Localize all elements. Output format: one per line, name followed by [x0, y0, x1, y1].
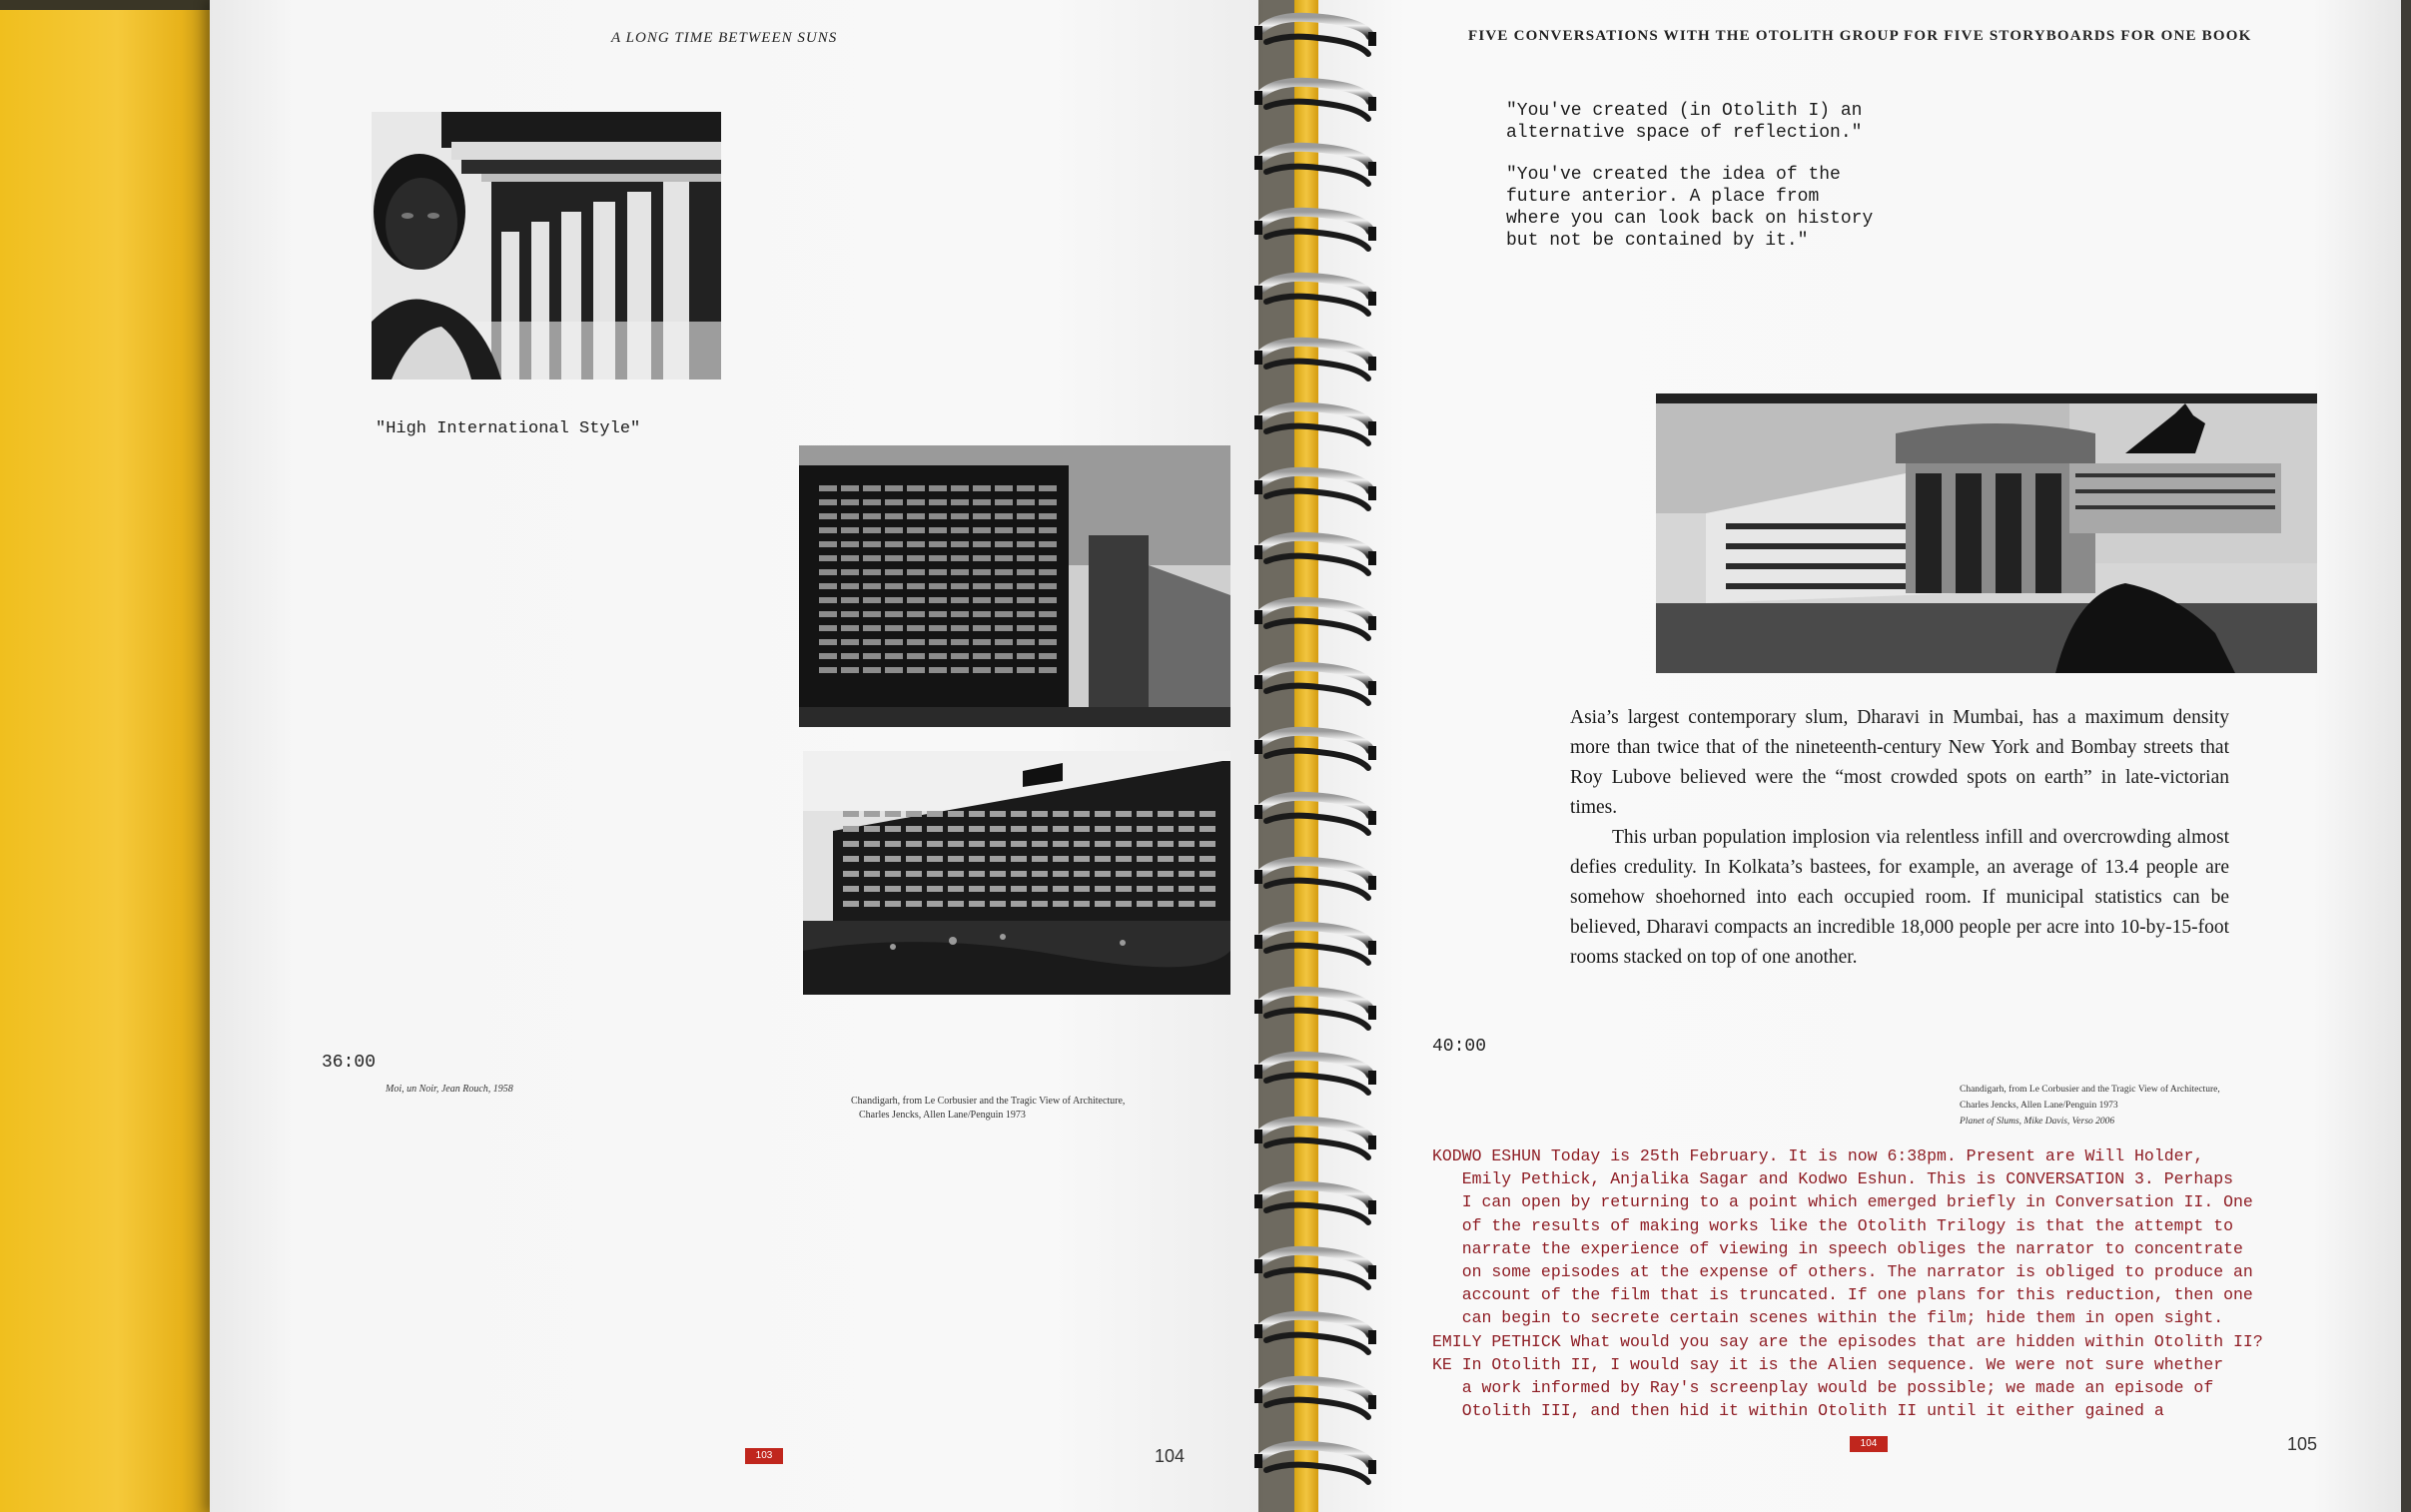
- chandigarh-photo-top: [799, 445, 1230, 727]
- conversation-transcript: [1432, 1144, 2341, 1422]
- right-caption-line1: Chandigarh, from Le Corbusier and the Tragic View of Architecture,: [1960, 1085, 2220, 1095]
- right-folio-tag: 104: [1850, 1436, 1888, 1452]
- spiral-ring: [1254, 82, 1376, 119]
- conversation-line: EMILY PETHICK What would you say are the episodes that are hidden within Otolith II?: [1432, 1331, 2263, 1351]
- right-running-head: FIVE CONVERSATIONS WITH THE OTOLITH GROUP FOR FIVE STORYBOARDS FOR ONE BOOK: [1468, 28, 2252, 44]
- body-paragraph-2: This urban population implosion via relentless infill and overcrowding almost defies credulity. In Kolkata’s bastees, for example, an average of 13.4 people are somehow shoehorned into each occupied room. If municipal statistics can be believed, Dharavi compacts an incredible 18,000 people per acre into 10-by-15-foot rooms stacked on top of one another.: [1570, 827, 2229, 968]
- spiral-ring: [1254, 1380, 1376, 1417]
- spiral-ring: [1254, 147, 1376, 184]
- body-paragraph-1: Asia’s largest contemporary slum, Dharavi in Mumbai, has a maximum density more than twice that of the nineteenth-century New York and Bombay streets that Roy Lubove believed were the “most crowded spots on earth” in late-victorian times.: [1570, 707, 2229, 818]
- spiral-ring: [1254, 1056, 1376, 1093]
- conversation-line: KE In Otolith II, I would say it is the Alien sequence. We were not sure whether: [1432, 1354, 2224, 1374]
- spiral-ring: [1254, 731, 1376, 768]
- spiral-ring: [1254, 406, 1376, 443]
- book-cover-yellow: [0, 0, 214, 1512]
- spiral-binding: [1246, 0, 1386, 1512]
- quote-2: "You've created the idea of the future anterior. A place from where you can look back on history but not be contained by it.": [1506, 165, 1874, 251]
- chandigarh-photo-bottom: [803, 751, 1230, 995]
- portrait-caption: "High International Style": [376, 419, 641, 438]
- conversation-line: I can open by returning to a point which emerged briefly in Conversation II. One: [1432, 1192, 2253, 1212]
- conversation-line: KODWO ESHUN Today is 25th February. It is now 6:38pm. Present are Will Holder,: [1432, 1146, 2204, 1165]
- spiral-ring: [1254, 926, 1376, 963]
- conversation-line: Otolith III, and then hid it within Otolith II until it either gained a: [1432, 1401, 2164, 1421]
- left-timecode: 36:00: [322, 1053, 377, 1073]
- conversation-line: can begin to secrete certain scenes within the film; hide them in open sight.: [1432, 1308, 2224, 1328]
- conversation-line: narrate the experience of viewing in speech obliges the narrator to concentrate: [1432, 1238, 2243, 1258]
- spiral-ring: [1254, 1185, 1376, 1222]
- spiral-ring: [1254, 536, 1376, 573]
- spiral-ring: [1254, 1445, 1376, 1482]
- spiral-ring: [1254, 471, 1376, 508]
- spiral-ring: [1254, 17, 1376, 54]
- portrait-photo: [372, 112, 721, 379]
- film-credit: Moi, un Noir, Jean Rouch, 1958: [386, 1084, 513, 1095]
- right-timecode: 40:00: [1432, 1037, 1487, 1057]
- left-folio-tag: 103: [745, 1448, 783, 1464]
- spiral-ring: [1254, 796, 1376, 833]
- conversation-line: of the results of making works like the Otolith Trilogy is that the attempt to: [1432, 1215, 2234, 1235]
- right-caption-line2: Charles Jencks, Allen Lane/Penguin 1973: [1960, 1101, 2118, 1111]
- conversation-line: Emily Pethick, Anjalika Sagar and Kodwo Eshun. This is CONVERSATION 3. Perhaps: [1432, 1169, 2234, 1189]
- spiral-ring: [1254, 1315, 1376, 1352]
- spiral-ring: [1254, 666, 1376, 703]
- quote-block: [1506, 100, 1926, 272]
- spiral-ring: [1254, 1121, 1376, 1157]
- conversation-line: account of the film that is truncated. If one plans for this reduction, then one: [1432, 1285, 2253, 1305]
- spiral-ring: [1254, 861, 1376, 898]
- body-text: [1570, 703, 2229, 973]
- left-running-head: A LONG TIME BETWEEN SUNS: [611, 30, 838, 46]
- spiral-ring: [1254, 1250, 1376, 1287]
- left-page-number: 104: [1155, 1446, 1186, 1466]
- right-caption-line3: Planet of Slums, Mike Davis, Verso 2006: [1960, 1117, 2115, 1127]
- right-page-edge: [2401, 0, 2411, 1512]
- spiral-ring: [1254, 277, 1376, 314]
- right-page-number: 105: [2287, 1434, 2318, 1454]
- spiral-ring: [1254, 601, 1376, 638]
- conversation-line: on some episodes at the expense of others. The narrator is obliged to produce an: [1432, 1262, 2253, 1282]
- spiral-ring: [1254, 991, 1376, 1028]
- conversation-line: a work informed by Ray's screenplay would be possible; we made an episode of: [1432, 1378, 2214, 1398]
- cover-top-edge: [0, 0, 214, 10]
- chandigarh-caption-line1: Chandigarh, from Le Corbusier and the Tragic View of Architecture,: [851, 1096, 1126, 1107]
- quote-1: "You've created (in Otolith I) an alternative space of reflection.": [1506, 101, 1863, 143]
- chandigarh-collage-photo: [1656, 393, 2317, 673]
- spiral-ring: [1254, 342, 1376, 378]
- spiral-ring: [1254, 212, 1376, 249]
- chandigarh-caption-line2: Charles Jencks, Allen Lane/Penguin 1973: [859, 1110, 1026, 1121]
